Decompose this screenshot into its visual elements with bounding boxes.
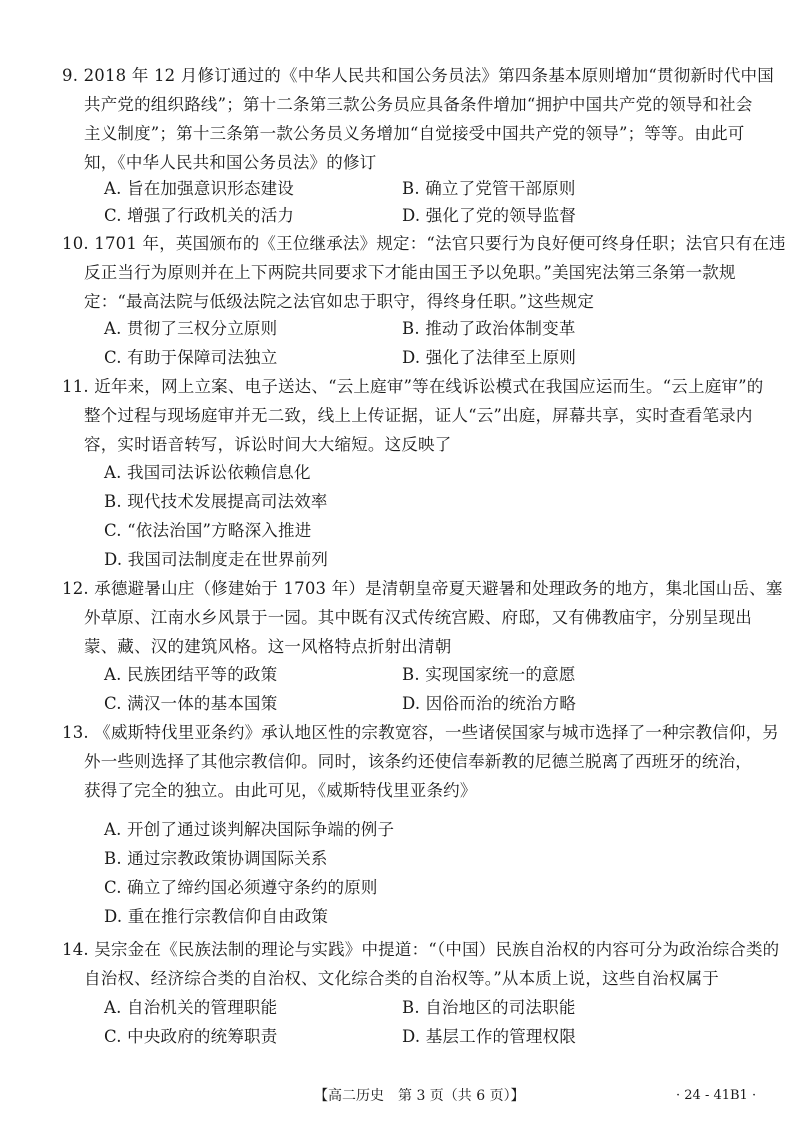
footer-paper-code: · 24 - 41B1 · <box>676 1088 757 1103</box>
question-text-line: 自治权、经济综合类的自治权、文化综合类的自治权等。”从本质上说，这些自治权属于 <box>84 969 719 988</box>
question-text-line: 12. 承德避暑山庄（修建始于 1703 年）是清朝皇帝夏天避暑和处理政务的地方，集北国山岳、塞 <box>62 579 783 598</box>
option-b[interactable]: B. 自治地区的司法职能 <box>402 998 576 1017</box>
option-a[interactable]: A. 旨在加强意识形态建设 <box>104 179 295 198</box>
option-d[interactable]: D. 强化了法律至上原则 <box>402 348 577 367</box>
question-text-line: 10. 1701 年，英国颁布的《王位继承法》规定：“法官只要行为良好便可终身任职；法官只有在违 <box>62 234 786 253</box>
option-d[interactable]: D. 我国司法制度走在世界前列 <box>104 550 329 569</box>
question-text-line: 知，《中华人民共和国公务员法》的修订 <box>84 153 377 172</box>
option-c[interactable]: C. 中央政府的统筹职责 <box>104 1027 278 1046</box>
question-text-line: 主义制度”；第十三条第一款公务员义务增加“自觉接受中国共产党的领导”；等等。由此可 <box>84 124 745 143</box>
option-c[interactable]: C. “依法治国”方略深入推进 <box>104 521 312 540</box>
question-text-line: 11. 近年来，网上立案、电子送达、“云上庭审”等在线诉讼模式在我国应运而生。“云上庭审”的 <box>62 377 764 396</box>
option-b[interactable]: B. 通过宗教政策协调国际关系 <box>104 849 328 868</box>
option-d[interactable]: D. 重在推行宗教信仰自由政策 <box>104 907 329 926</box>
option-a[interactable]: A. 自治机关的管理职能 <box>104 998 278 1017</box>
option-a[interactable]: A. 我国司法诉讼依赖信息化 <box>104 463 311 482</box>
option-d[interactable]: D. 强化了党的领导监督 <box>402 206 577 225</box>
option-c[interactable]: C. 确立了缔约国必须遵守条约的原则 <box>104 878 378 897</box>
option-a[interactable]: A. 开创了通过谈判解决国际争端的例子 <box>104 820 395 839</box>
option-d[interactable]: D. 因俗而治的统治方略 <box>402 694 577 713</box>
question-text-line: 14. 吴宗金在《民族法制的理论与实践》中提道：“（中国）民族自治权的内容可分为政治综合类的 <box>62 940 780 959</box>
question-text-line: 容，实时语音转写，诉讼时间大大缩短。这反映了 <box>84 435 452 454</box>
option-b[interactable]: B. 现代技术发展提高司法效率 <box>104 492 328 511</box>
question-text-line: 蒙、藏、汉的建筑风格。这一风格特点折射出清朝 <box>84 637 452 656</box>
question-text-line: 反正当行为原则并在上下两院共同要求下才能由国王予以免职。”美国宪法第三条第一款规 <box>84 263 736 282</box>
option-b[interactable]: B. 确立了党管干部原则 <box>402 179 576 198</box>
option-b[interactable]: B. 推动了政治体制变革 <box>402 319 576 338</box>
question-text-line: 9. 2018 年 12 月修订通过的《中华人民共和国公务员法》第四条基本原则增加“贯彻新时代中国 <box>62 66 774 85</box>
option-a[interactable]: A. 民族团结平等的政策 <box>104 665 278 684</box>
option-c[interactable]: C. 有助于保障司法独立 <box>104 348 278 367</box>
option-b[interactable]: B. 实现国家统一的意愿 <box>402 665 576 684</box>
question-text-line: 外一些则选择了其他宗教信仰。同时，该条约还使信奉新教的尼德兰脱离了西班牙的统治， <box>84 752 752 771</box>
question-text-line: 整个过程与现场庭审并无二致，线上上传证据，证人“云”出庭，屏幕共享，实时查看笔录内 <box>84 406 753 425</box>
question-text-line: 定：“最高法院与低级法院之法官如忠于职守，得终身任职。”这些规定 <box>84 292 595 311</box>
option-d[interactable]: D. 基层工作的管理权限 <box>402 1027 577 1046</box>
question-text-line: 外草原、江南水乡风景于一园。其中既有汉式传统宫殿、府邸，又有佛教庙宇，分别呈现出 <box>84 608 752 627</box>
question-text-line: 共产党的组织路线”；第十二条第三款公务员应具备条件增加“拥护中国共产党的领导和社会 <box>84 95 753 114</box>
question-text-line: 获得了完全的独立。由此可见，《威斯特伐里亚条约》 <box>84 781 477 800</box>
option-c[interactable]: C. 增强了行政机关的活力 <box>104 206 295 225</box>
option-a[interactable]: A. 贯彻了三权分立原则 <box>104 319 278 338</box>
footer-page-info: 【高二历史 第 3 页（共 6 页）】 <box>314 1088 525 1104</box>
question-text-line: 13. 《威斯特伐里亚条约》承认地区性的宗教宽容，一些诸侯国家与城市选择了一种宗教信仰，另 <box>62 723 779 742</box>
option-c[interactable]: C. 满汉一体的基本国策 <box>104 694 278 713</box>
